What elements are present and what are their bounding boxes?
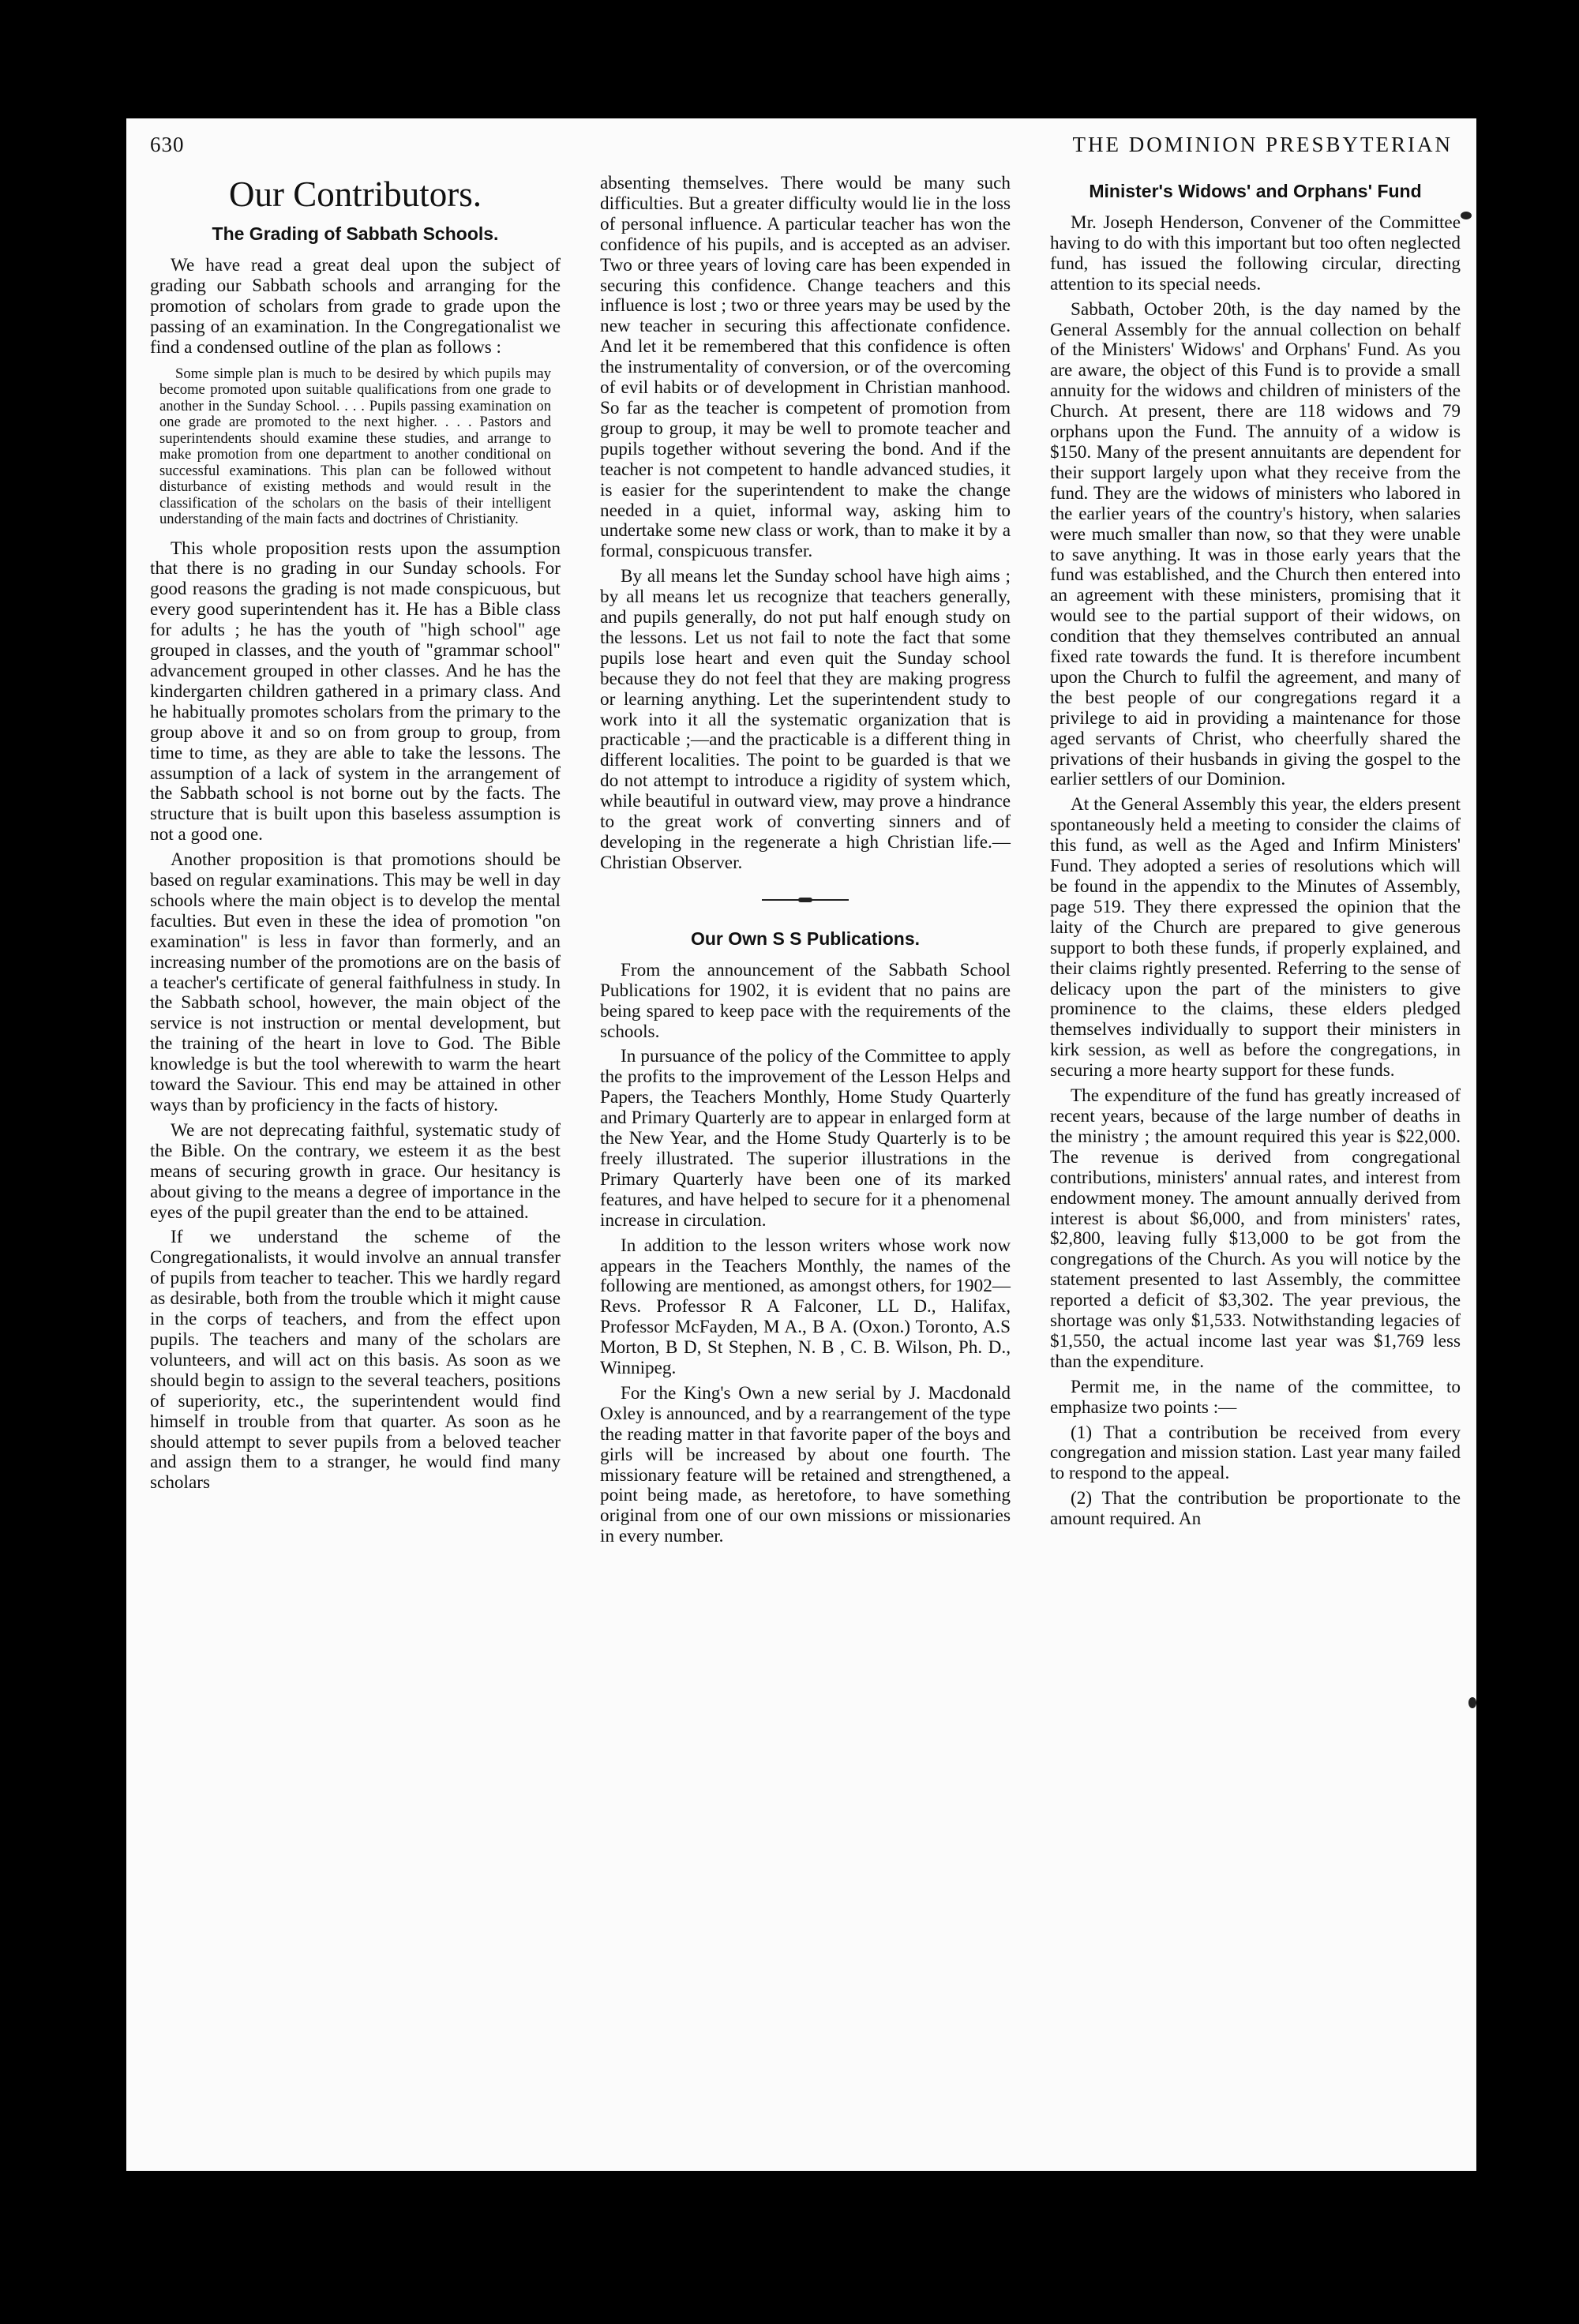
section-title: Our Contributors.: [229, 174, 482, 214]
paragraph: If we understand the scheme of the Congregationalists, it would involve an annual transfer of pupils from teacher to teacher. This we hardly regard as desirable, both from the trouble which it might cause in the corps of teachers, and from the effect upon pupils. The teachers and many of the scholars are volunteers, and will act on this basis. As soon as we should begin to assign to the several teachers, positions of superiority, etc., the superintendent would find himself in trouble from that quarter. As soon as he should attempt to sever pupils from a beloved teacher and assign them to a stranger, he would find many scholars: [150, 1227, 561, 1494]
page-header: [150, 133, 1453, 164]
paragraph: This whole proposition rests upon the assumption that there is no grading in our Sunday schools. For good reasons the grading is not made conspicuous, but every good superintendent has it. He has a Bible class for adults ; he has the youth of "high school" age grouped in classes, and the youth of "grammar school" advancement grouped in other classes. And he has the kindergarten children gathered in a primary class. And he habitually promotes scholars from the primary to the group above it and so on from group to group, from time to time, as they are able to take the lessons. The assumption of a lack of system in the arrangement of the Sabbath school is not borne out by the facts. The structure that is built upon this baseless assumption is not a good one.: [150, 538, 561, 845]
paragraph: Mr. Joseph Henderson, Convener of the Committee having to do with this important but too often neglected fund, has issued the following circular, directing attention to its special needs.: [1050, 212, 1461, 294]
column-1: [150, 174, 561, 1498]
paragraph: For the King's Own a new serial by J. Macdonald Oxley is announced, and by a rearrangement of the type the reading matter in that favorite paper of the boys and girls will be increased by about one fourth. The missionary feature will be retained and strengthened, a point being made, as heretofore, to have something original from one of our own missions or missionaries in every number.: [600, 1382, 1011, 1547]
paragraph: Permit me, in the name of the committee, to emphasize two points :—: [1050, 1376, 1461, 1418]
ink-mark: [1468, 1697, 1476, 1708]
paragraph: absenting themselves. There would be many such difficulties. But a greater difficulty would lie in the loss of personal influence. A particular teacher has won the confidence of his pupils, and is accepted as an adviser. Two or three years of loving care has been expended in securing this confidence. Change teachers and this influence is lost ; two or three years may be used by the new teacher in securing this affectionate confidence. And let it be remembered that this confidence is often the instrumentality of conversion, or of the overcoming of evil habits or of development in Christian manhood. So far as the teacher is competent of promotion from group to group, it may be well to promote teacher and pupils together without severing the bond. And if the teacher is not competent to handle advanced studies, it is easier for the superintendent to make the change needed in a quiet, informal way, asking him to undertake some new class or work, than to make it by a formal, conspicuous transfer.: [600, 173, 1011, 562]
paragraph: At the General Assembly this year, the elders present spontaneously held a meeting to consider the claims of this fund, as well as the Aged and Infirm Ministers' Fund. They adopted a series of resolutions which will be found in the appendix to the Minutes of Assembly, page 519. They there expressed the opinion that the laity of the Church are prepared to give generous support to both these funds, if properly explained, and their claims rightly presented. Referring to the sense of delicacy upon the part of the ministers to give prominence to the claims, these elders pledged themselves individually to support their ministers in kirk session, as well as before the congregations, in securing a more hearty support for these funds.: [1050, 794, 1461, 1081]
newspaper-page: [126, 118, 1476, 2171]
section-divider: [762, 898, 849, 902]
paragraph: The expenditure of the fund has greatly increased of recent years, because of the large number of deaths in the ministry ; the amount required this year is $22,000. The revenue is derived from congregational contributions, ministers' annual rates, and interest from endowment money. The amount annually derived from interest is about $6,000, and from ministers' rates, $2,800, leaving fully $13,000 to be got from the congregations of the Church. As you will notice by the statement presented to last Assembly, the committee reported a deficit of $3,302. The year previous, the shortage was only $1,533. Notwithstanding legacies of $1,550, the actual income last year was $1,769 less than the expenditure.: [1050, 1085, 1461, 1372]
column-2: [600, 174, 1011, 1552]
paragraph: In addition to the lesson writers whose work now appears in the Teachers Monthly, the names of the following are mentioned, as amongst others, for 1902—Revs. Professor R A Falconer, LL D., Halifax, Professor McFayden, M A., B A. (Oxon.) Toronto, A.S Morton, B D, St Stephen, N. B , C. B. Wilson, Ph. D., Winnipeg.: [600, 1235, 1011, 1379]
paragraph: By all means let the Sunday school have high aims ; by all means let us recognize that teachers generally, and pupils generally, do not put half enough study on the lessons. Let us not fail to note the fact that some pupils lose heart and even quit the Sunday school because they do not feel that they are making progress or learning anything. Let the superintendent study to work into it all the systematic organization that is practicable ;—and the practicable is a different thing in different localities. The point to be guarded is that we do not attempt to introduce a rigidity of system which, while beautiful in outward view, may prove a hindrance to the great work of converting sinners and of developing in the regenerate a high Christian life.—Christian Observer.: [600, 566, 1011, 873]
running-head: THE DOMINION PRESBYTERIAN: [1072, 133, 1453, 156]
article-title-fund: Minister's Widows' and Orphans' Fund: [1089, 181, 1422, 201]
block-quote: Some simple plan is much to be desired by which pupils may become promoted upon suitable qualifications from one grade to another in the Sunday School. . . . Pupils passing examination on one grade are promoted to the next higher. . . . Pastors and superintendents should examine these studies, and arrange to make promotion from one department to another conditional on successful examinations. This plan can be followed without disturbance of existing methods and would result in the classification of the scholars on the basis of their intelligent understanding of the main facts and doctrines of Christianity.: [159, 365, 551, 528]
ink-mark: [1461, 212, 1472, 219]
paragraph: From the announcement of the Sabbath School Publications for 1902, it is evident that no pains are being spared to keep pace with the requirements of the schools.: [600, 959, 1011, 1042]
article-title-grading: The Grading of Sabbath Schools.: [212, 223, 499, 244]
paragraph: (2) That the contribution be proportionate to the amount required. An: [1050, 1488, 1461, 1530]
paragraph: We are not deprecating faithful, systematic study of the Bible. On the contrary, we esteem it as the best means of securing growth in grace. Our hesitancy is about giving to the means a degree of importance in the eyes of the pupil greater than the end to be attained.: [150, 1119, 561, 1223]
paragraph: Another proposition is that promotions should be based on regular examinations. This may be well in day schools where the main object is to develop the mental faculties. But even in these the idea of promotion "on examination" is less in favor than formerly, and an increasing number of the promotions are on the basis of a teacher's certificate of general faithfulness in study. In the Sabbath school, however, the main object of the service is not instruction or mental development, but the training of the heart in love to God. The Bible knowledge is but the tool wherewith to warm the heart toward the Saviour. This end may be attained in other ways than by proficiency in the facts of history.: [150, 849, 561, 1115]
paragraph: We have read a great deal upon the subject of grading our Sabbath schools and arranging for the promotion of scholars from grade to grade upon the passing of an examination. In the Congregationalist we find a condensed outline of the plan as follows :: [150, 255, 561, 358]
article-title-publications: Our Own S S Publications.: [690, 928, 921, 949]
paragraph: (1) That a contribution be received from every congregation and mission station. Last year many failed to respond to the appeal.: [1050, 1422, 1461, 1484]
paragraph: Sabbath, October 20th, is the day named by the General Assembly for the annual collection on behalf of the Ministers' Widows' and Orphans' Fund. As you are aware, the object of this Fund is to provide a small annuity for the widows and children of ministers of the Church. At present, there are 118 widows and 79 orphans upon the Fund. The annuity of a widow is $150. Many of the present annuitants are dependent for their support largely upon what they receive from the fund. They are the widows of ministers who labored in the earlier years of the country's history, when salaries were much smaller than now, so that they were unable to save anything. It was in those early years that the fund was established, and the Church then entered into an agreement with these ministers, promising that it would see to the partial support of their widows, on condition that they themselves contributed an annual fixed rate towards the fund. It is therefore incumbent upon the Church to fulfil the agreement, and many of the best people of our congregations regard it a privilege to aid in providing a maintenance for those aged servants of Christ, who cheerfully shared the privations of their husbands in giving the gospel to the earlier settlers of our Dominion.: [1050, 298, 1461, 790]
paragraph: In pursuance of the policy of the Committee to apply the profits to the improvement of the Lesson Helps and Papers, the Teachers Monthly, Home Study Quarterly and Primary Quarterly are to appear in enlarged form at the New Year, and the Home Study Quarterly is to be freely illustrated. The superior illustrations in the Primary Quarterly have been one of its marked features, and have helped to secure for it a phenomenal increase in circulation.: [600, 1046, 1011, 1231]
column-3: [1050, 174, 1461, 1535]
page-number: 630: [150, 133, 185, 156]
